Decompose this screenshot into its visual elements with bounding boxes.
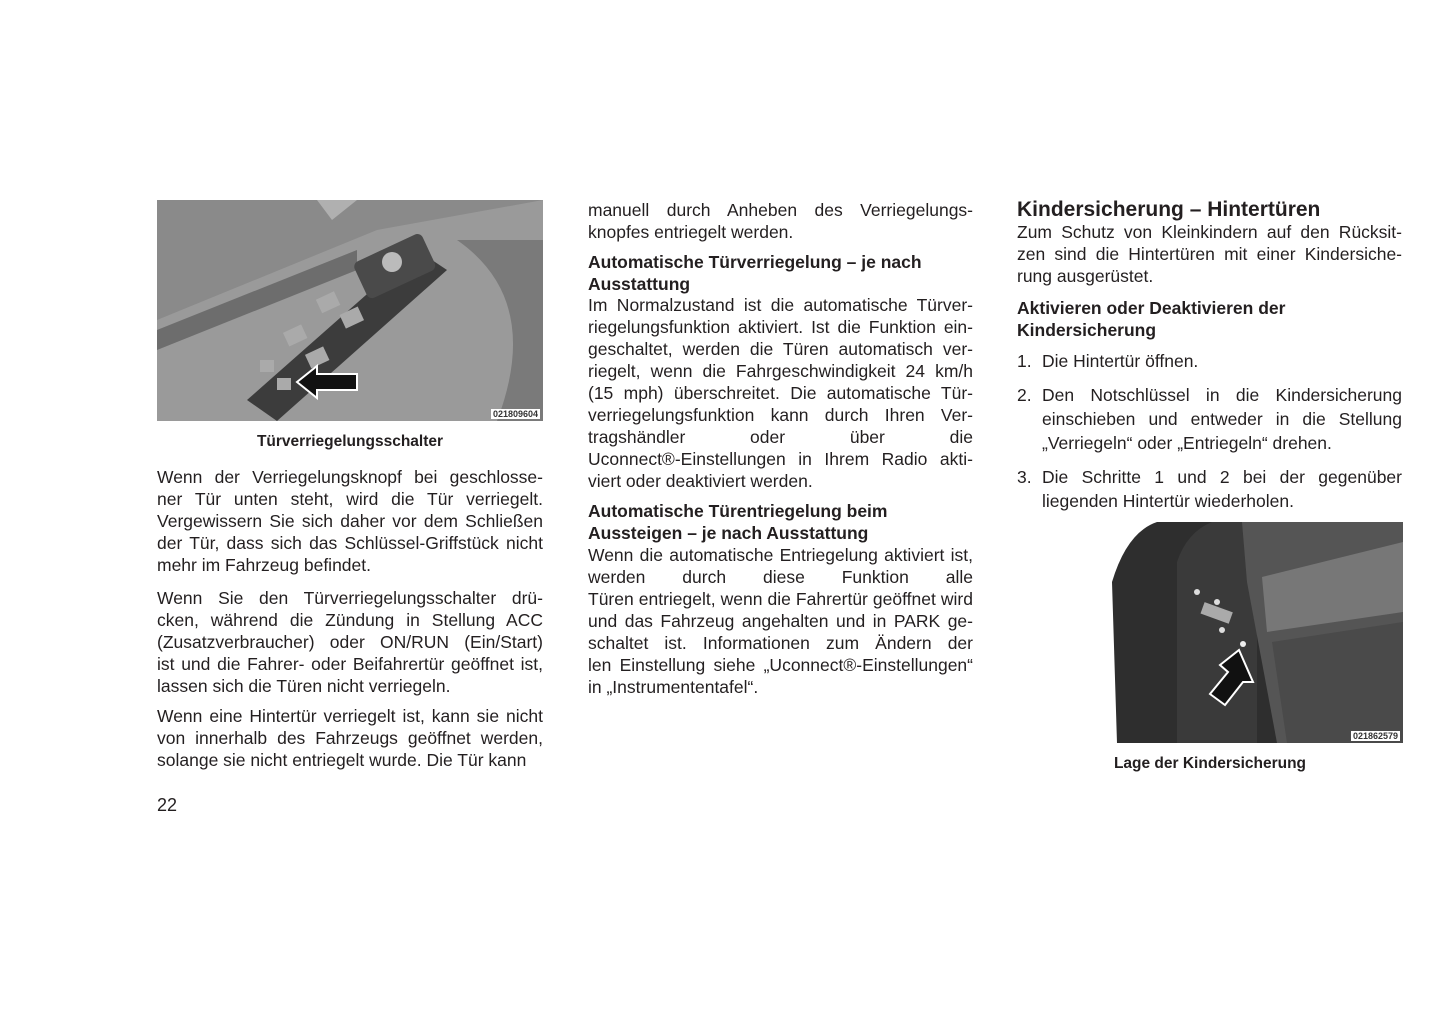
text-line: Die Schritte 1 und 2 bei der gegenüber: [1042, 467, 1402, 487]
door-panel-illustration: [157, 200, 543, 421]
step-number: 1.: [1017, 351, 1032, 371]
text-line: cken, während die Zündung in Stellung ACC: [157, 610, 543, 630]
step-text: [1042, 349, 1402, 373]
text-line: tragshändler oder über die: [588, 427, 973, 447]
text-line: Automatische Türentriegelung beim: [588, 501, 888, 521]
paragraph-lock-knob: [157, 466, 543, 576]
step-number: 3.: [1017, 467, 1032, 487]
text-line: Uconnect®-Einstellungen in Ihrem Radio akti-: [588, 449, 973, 469]
text-line: Türen entriegelt, wenn die Fahrertür geöffnet wird: [588, 589, 973, 609]
text-line: Vergewissern Sie sich daher vor dem Schließen: [157, 511, 543, 531]
text-line: Wenn Sie den Türverriegelungsschalter drü-: [157, 588, 543, 608]
paragraph-child-lock-intro: [1017, 221, 1402, 287]
text-line: verriegelungsfunktion kann durch Ihren Ver-: [588, 405, 973, 425]
text-line: Zum Schutz von Kleinkindern auf den Rücksit-: [1017, 222, 1402, 242]
text-line: Aussteigen – je nach Ausstattung: [588, 523, 869, 543]
text-line: einschieben und entweder in die Stellung: [1042, 409, 1402, 429]
child-lock-figure: [1017, 522, 1403, 743]
text-line: werden durch diese Funktion alle: [588, 567, 973, 587]
text-line: Wenn die automatische Entriegelung aktiviert ist,: [588, 545, 973, 565]
text-line: (15 mph) überschreitet. Die automatische Tür-: [588, 383, 973, 403]
text-line: geschaltet, werden die Türen automatisch ver-: [588, 339, 973, 359]
text-line: riegelt, wenn die Fahrgeschwindigkeit 24 km/h: [588, 361, 973, 381]
text-line: ner Tür unten steht, wird die Tür verriegelt.: [157, 489, 543, 509]
paragraph-continued: [588, 199, 973, 243]
text-line: Wenn eine Hintertür verriegelt ist, kann sie nicht: [157, 706, 543, 726]
figure-id: 021862579: [1352, 731, 1398, 741]
text-line: „Verriegeln“ oder „Entriegeln“ drehen.: [1042, 433, 1332, 453]
paragraph-auto-lock: [588, 294, 973, 492]
paragraph-rear-door: [157, 705, 543, 771]
figure-id: 021809604: [492, 409, 538, 419]
heading-activate-child-lock: [1017, 297, 1402, 341]
step-text: [1042, 465, 1402, 513]
text-line: liegenden Hintertür wiederholen.: [1042, 491, 1294, 511]
text-line: Aktivieren oder Deaktivieren der: [1017, 298, 1286, 318]
figure-caption: Türverriegelungsschalter: [256, 433, 444, 450]
text-line: Automatische Türverriegelung – je nach: [588, 252, 922, 272]
text-line: Kindersicherung: [1017, 320, 1157, 340]
step-text: [1042, 383, 1402, 455]
text-line: viert oder deaktiviert werden.: [588, 471, 813, 491]
text-line: zen sind die Hintertüren mit einer Kindersiche-: [1017, 244, 1402, 264]
text-line: Wenn der Verriegelungsknopf bei geschlosse-: [157, 467, 543, 487]
figure-caption: Lage der Kindersicherung: [1113, 755, 1307, 772]
rear-door-illustration: [1017, 522, 1403, 743]
text-line: der Tür, dass sich das Schlüssel-Griffstück nicht: [157, 533, 543, 553]
text-line: Im Normalzustand ist die automatische Türver-: [588, 295, 973, 315]
page-number: 22: [157, 795, 178, 815]
heading-auto-lock: [588, 251, 973, 295]
text-line: lassen sich die Türen nicht verriegeln.: [157, 676, 451, 696]
text-line: Den Notschlüssel in die Kindersicherung: [1042, 385, 1402, 405]
text-line: rung ausgerüstet.: [1017, 266, 1154, 286]
section-title: Kindersicherung – Hintertüren: [1017, 198, 1321, 221]
text-line: len Einstellung siehe „Uconnect®-Einstellungen“: [588, 655, 973, 675]
door-lock-switch-figure: [157, 200, 543, 421]
text-line: solange sie nicht entriegelt wurde. Die Tür kann: [157, 750, 527, 770]
text-line: manuell durch Anheben des Verriegelungs-: [588, 200, 973, 220]
text-line: und das Fahrzeug angehalten und in PARK ge-: [588, 611, 973, 631]
text-line: Ausstattung: [588, 274, 691, 294]
paragraph-auto-unlock: [588, 544, 973, 698]
text-line: schaltet ist. Informationen zum Ändern der: [588, 633, 973, 653]
text-line: Die Hintertür öffnen.: [1042, 351, 1199, 371]
text-line: in „Instrumententafel“.: [588, 677, 759, 697]
step-number: 2.: [1017, 385, 1032, 405]
text-line: (Zusatzverbraucher) oder ON/RUN (Ein/Start): [157, 632, 543, 652]
text-line: mehr im Fahrzeug befindet.: [157, 555, 371, 575]
paragraph-lock-switch: [157, 587, 543, 697]
text-line: von innerhalb des Fahrzeugs geöffnet werden,: [157, 728, 543, 748]
heading-auto-unlock: [588, 500, 973, 544]
text-line: riegelungsfunktion aktiviert. Ist die Funktion ein-: [588, 317, 973, 337]
text-line: ist und die Fahrer- oder Beifahrertür geöffnet ist,: [157, 654, 543, 674]
text-line: knopfes entriegelt werden.: [588, 222, 794, 242]
